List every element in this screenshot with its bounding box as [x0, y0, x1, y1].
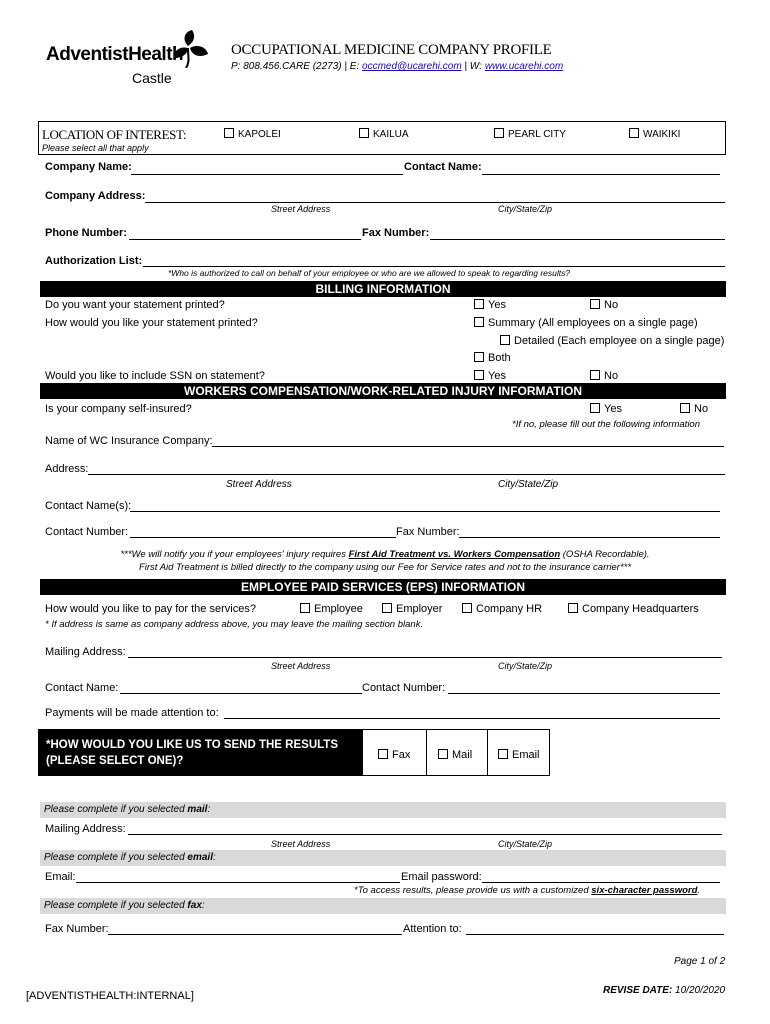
- fax-prompt: [40, 898, 726, 914]
- authorization-label: Authorization List:: [45, 255, 143, 267]
- mail-address-field[interactable]: [128, 834, 722, 835]
- option-label: Mail: [452, 749, 473, 761]
- fax-number-label: Fax Number:: [45, 923, 109, 935]
- wc-address-label: Address:: [45, 463, 89, 475]
- prompt-emphasis: email: [187, 852, 213, 863]
- eps-option-employee[interactable]: [300, 603, 363, 615]
- checkbox-icon[interactable]: [474, 317, 484, 327]
- eps-mailing-label: Mailing Address:: [45, 646, 126, 658]
- billing-q2: How would you like your statement printed?: [45, 317, 258, 329]
- results-question-line1: *HOW WOULD YOU LIKE US TO SEND THE RESULTS: [46, 739, 338, 751]
- email-password-field[interactable]: [482, 882, 720, 883]
- option-label: KAILUA: [373, 129, 409, 140]
- eps-mailing-field[interactable]: [128, 657, 722, 658]
- eps-option-company-hq[interactable]: [568, 603, 699, 615]
- option-label: No: [604, 370, 619, 382]
- checkbox-icon[interactable]: [629, 128, 639, 138]
- note-text: *To access results, please provide us with a customized: [354, 885, 592, 896]
- city-hint: City/State/Zip: [498, 204, 553, 214]
- wc-yes[interactable]: [590, 403, 622, 415]
- eps-attention-field[interactable]: [224, 718, 720, 719]
- prompt-emphasis: fax: [187, 900, 202, 911]
- prompt-text: Please complete if you selected: [44, 804, 188, 815]
- eps-q1: How would you like to pay for the services?: [45, 603, 256, 615]
- web-link[interactable]: www.ucarehi.com: [484, 61, 564, 72]
- fax-field[interactable]: [430, 239, 725, 240]
- fax-number-field[interactable]: [108, 934, 402, 935]
- page-number: Page 1 of 2: [674, 956, 726, 967]
- company-address-field[interactable]: [145, 202, 725, 203]
- billing-q3: Would you like to include SSN on statement?: [45, 370, 265, 382]
- wc-fax-field[interactable]: [459, 537, 720, 538]
- eps-contact-number-field[interactable]: [448, 693, 720, 694]
- contact-info: [231, 61, 563, 72]
- billing-summary-option[interactable]: [474, 317, 698, 329]
- notice-text: ***We will notify you if your employees' injury requires: [120, 549, 349, 560]
- billing-both-option[interactable]: [474, 352, 511, 364]
- revise-value: 10/20/2020: [672, 985, 726, 996]
- note-text: .: [697, 885, 701, 896]
- wc-q1: Is your company self-insured?: [45, 403, 192, 415]
- prompt-emphasis: mail: [187, 804, 208, 815]
- phone-field[interactable]: [129, 239, 361, 240]
- contact-phone: P: 808.456.CARE (2273) | E:: [231, 61, 363, 72]
- location-hint: Please select all that apply: [42, 143, 149, 153]
- option-label: Company Headquarters: [582, 603, 699, 615]
- option-label: Detailed (Each employee on a single page): [514, 335, 725, 347]
- wc-insurer-label: Name of WC Insurance Company:: [45, 435, 213, 447]
- wc-contact-number-field[interactable]: [130, 537, 396, 538]
- results-option-mail[interactable]: [438, 749, 472, 761]
- option-label: WAIKIKI: [643, 129, 681, 140]
- billing-header: BILLING INFORMATION: [40, 281, 726, 297]
- billing-q1: Do you want your statement printed?: [45, 299, 225, 311]
- email-label: Email:: [45, 871, 76, 883]
- mail-address-label: Mailing Address:: [45, 823, 126, 835]
- results-question-line2: (PLEASE SELECT ONE)?: [46, 755, 184, 767]
- checkbox-icon[interactable]: [300, 603, 310, 613]
- checkbox-icon[interactable]: [498, 749, 508, 759]
- option-label: Yes: [604, 403, 622, 415]
- phone-label: Phone Number:: [45, 227, 127, 239]
- option-label: KAPOLEI: [238, 129, 281, 140]
- street-hint: Street Address: [226, 479, 292, 490]
- eps-attention-label: Payments will be made attention to:: [45, 707, 219, 719]
- checkbox-icon[interactable]: [590, 403, 600, 413]
- checkbox-icon[interactable]: [568, 603, 578, 613]
- city-hint: City/State/Zip: [498, 661, 553, 671]
- logo-subtext: Castle: [132, 70, 172, 86]
- email-field[interactable]: [76, 882, 400, 883]
- location-option-kapolei[interactable]: [224, 129, 281, 140]
- option-label: Employee: [314, 603, 363, 615]
- wc-contact-names-field[interactable]: [130, 511, 720, 512]
- street-hint: Street Address: [271, 661, 331, 671]
- location-label: LOCATION OF INTEREST:: [42, 127, 187, 142]
- contact-name-field[interactable]: [482, 174, 720, 175]
- checkbox-icon[interactable]: [590, 299, 600, 309]
- email-prompt: [40, 850, 726, 866]
- option-label: Both: [488, 352, 511, 364]
- street-hint: Street Address: [271, 839, 331, 849]
- city-hint: City/State/Zip: [498, 479, 559, 490]
- option-label: PEARL CITY: [508, 129, 566, 140]
- notice-text: (OSHA Recordable).: [560, 549, 650, 560]
- mail-prompt: [40, 802, 726, 818]
- divider: [487, 730, 488, 775]
- results-option-fax[interactable]: [378, 749, 410, 761]
- checkbox-icon[interactable]: [224, 128, 234, 138]
- option-label: Summary (All employees on a single page): [488, 317, 698, 329]
- web-prefix: | W:: [461, 61, 485, 72]
- email-link[interactable]: occmed@ucarehi.com: [362, 61, 462, 72]
- email-password-note: [354, 885, 700, 896]
- checkbox-icon[interactable]: [474, 352, 484, 362]
- checkbox-icon[interactable]: [500, 335, 510, 345]
- prompt-text: Please complete if you selected: [44, 900, 188, 911]
- wc-contact-names-label: Contact Name(s):: [45, 500, 132, 512]
- fax-attention-label: Attention to:: [403, 923, 462, 935]
- divider: [426, 730, 427, 775]
- checkbox-icon[interactable]: [438, 749, 448, 759]
- option-label: Email: [512, 749, 540, 761]
- option-label: Yes: [488, 370, 506, 382]
- location-option-kailua[interactable]: [359, 129, 409, 140]
- company-name-field[interactable]: [131, 174, 403, 175]
- notice-line2: First Aid Treatment is billed directly to the company using our Fee for Service rates and not to the insurance carrier***: [138, 562, 632, 573]
- eps-header: EMPLOYEE PAID SERVICES (EPS) INFORMATION: [40, 579, 726, 595]
- billing-q1-no[interactable]: [590, 299, 618, 311]
- eps-note: * If address is same as company address above, you may leave the mailing section blank.: [45, 619, 424, 630]
- prompt-text: :: [207, 804, 211, 815]
- logo-wordmark: AdventistHealth: [46, 44, 184, 65]
- notice-emphasis: First Aid Treatment vs. Workers Compensation: [348, 549, 561, 560]
- authorization-hint: *Who is authorized to call on behalf of your employee or who are we allowed to speak to regarding results?: [168, 268, 571, 278]
- option-label: Employer: [396, 603, 443, 615]
- eps-contact-label: Contact Name:: [45, 682, 119, 694]
- option-label: No: [604, 299, 619, 311]
- checkbox-icon[interactable]: [378, 749, 388, 759]
- eps-option-employer[interactable]: [382, 603, 442, 615]
- logo: [46, 28, 216, 88]
- fax-label: Fax Number:: [362, 227, 430, 239]
- city-hint: City/State/Zip: [498, 839, 553, 849]
- revise-date: [603, 985, 725, 996]
- billing-q3-yes[interactable]: [474, 370, 506, 382]
- company-address-label: Company Address:: [45, 190, 146, 202]
- wc-insurer-field[interactable]: [212, 446, 724, 447]
- option-label: Fax: [392, 749, 411, 761]
- wc-fax-label: Fax Number:: [396, 526, 460, 538]
- option-label: Yes: [488, 299, 506, 311]
- wc-address-field[interactable]: [88, 474, 725, 475]
- checkbox-icon[interactable]: [680, 403, 690, 413]
- wc-contact-number-label: Contact Number:: [45, 526, 129, 538]
- checkbox-icon[interactable]: [382, 603, 392, 613]
- note-emphasis: six-character password: [591, 885, 698, 896]
- internal-label: [ADVENTISTHEALTH:INTERNAL]: [26, 990, 194, 1002]
- wc-no[interactable]: [680, 403, 708, 415]
- wc-if-no-note: *If no, please fill out the following information: [512, 419, 700, 430]
- prompt-text: Please complete if you selected: [44, 852, 188, 863]
- email-password-label: Email password:: [401, 871, 482, 883]
- authorization-field[interactable]: [143, 266, 725, 267]
- wc-header: WORKERS COMPENSATION/WORK-RELATED INJURY INFORMATION: [40, 383, 726, 399]
- company-name-label: Company Name:: [45, 161, 132, 173]
- billing-detailed-option[interactable]: [500, 335, 724, 347]
- eps-contact-field[interactable]: [120, 693, 362, 694]
- location-option-pearl-city[interactable]: [494, 129, 566, 140]
- option-label: Company HR: [476, 603, 543, 615]
- wc-notice: [0, 548, 770, 574]
- eps-option-company-hr[interactable]: [462, 603, 542, 615]
- checkbox-icon[interactable]: [359, 128, 369, 138]
- fax-attention-field[interactable]: [466, 934, 724, 935]
- prompt-text: :: [213, 852, 216, 863]
- checkbox-icon[interactable]: [474, 370, 484, 380]
- billing-q3-no[interactable]: [590, 370, 618, 382]
- contact-name-label: Contact Name:: [404, 161, 482, 173]
- results-question-box: [38, 729, 362, 776]
- street-hint: Street Address: [271, 204, 331, 214]
- revise-label: REVISE DATE:: [603, 985, 673, 996]
- checkbox-icon[interactable]: [590, 370, 600, 380]
- option-label: No: [694, 403, 709, 415]
- eps-contact-number-label: Contact Number:: [362, 682, 446, 694]
- billing-q1-yes[interactable]: [474, 299, 506, 311]
- page-title: OCCUPATIONAL MEDICINE COMPANY PROFILE: [231, 42, 552, 58]
- checkbox-icon[interactable]: [462, 603, 472, 613]
- checkbox-icon[interactable]: [494, 128, 504, 138]
- location-option-waikiki[interactable]: [629, 129, 680, 140]
- results-option-email[interactable]: [498, 749, 540, 761]
- checkbox-icon[interactable]: [474, 299, 484, 309]
- prompt-text: :: [201, 900, 205, 911]
